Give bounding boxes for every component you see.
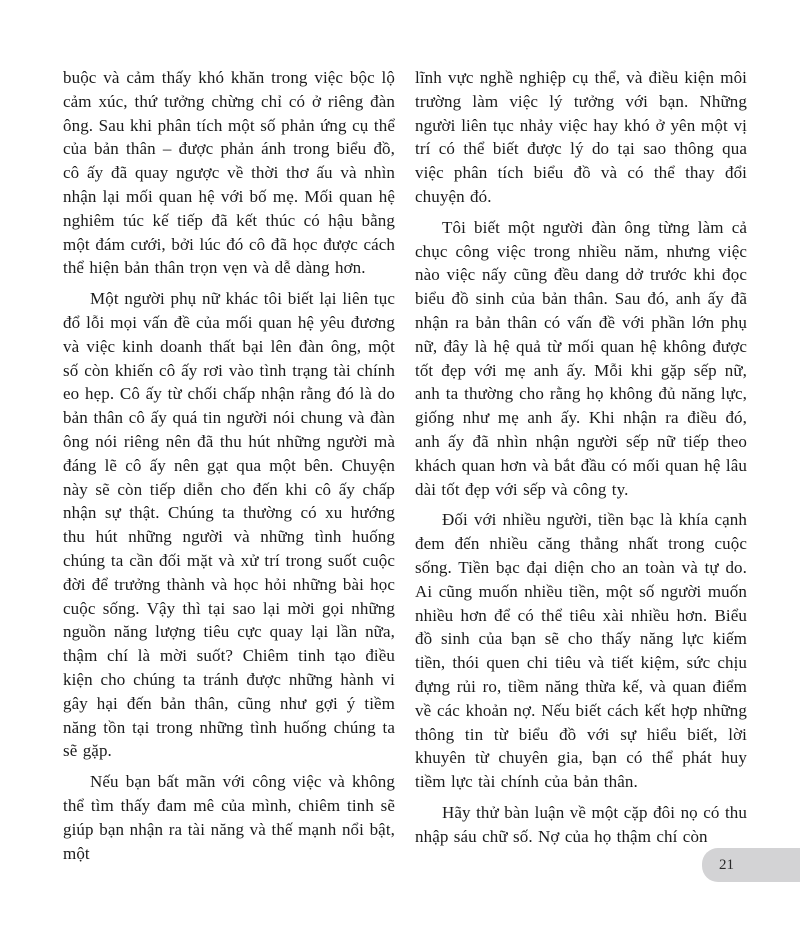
paragraph: Nếu bạn bất mãn với công việc và không thể tìm thấy đam mê của mình, chiêm tinh sẽ giúp bạn nhận ra tài năng và thế mạnh nổi bật, một: [63, 772, 395, 863]
paragraph: Đối với nhiều người, tiền bạc là khía cạnh đem đến nhiều căng thẳng nhất trong cuộc sống. Tiền bạc đại diện cho an toàn và tự do. Ai cũng muốn nhiều tiền, một số người muốn nhiều hơn để có thể tiêu xài nhiều hơn. Biểu đồ sinh của bạn sẽ cho thấy năng lực kiếm tiền, thói quen chi tiêu và tiết kiệm, sức chịu đựng rủi ro, tiềm năng thừa kế, và quan điểm về các khoản nợ. Nếu biết cách kết hợp những thông tin từ biểu đồ với sự hiểu biết, lời khuyên từ chuyên gia, bạn có thể phát huy tiềm lực tài chính của bản thân.: [415, 510, 747, 792]
text-columns: [63, 66, 747, 872]
paragraph: buộc và cảm thấy khó khăn trong việc bộc lộ cảm xúc, thứ tưởng chừng chỉ có ở riêng đàn ông. Sau khi phân tích một số phản ứng cụ thể của bản thân – được phản ánh trong biểu đồ, cô ấy đã quay ngược về thời thơ ấu và nhìn nhận lại mối quan hệ với bố mẹ. Mối quan hệ nghiêm túc kế tiếp đã kết thúc có hậu bằng một đám cưới, bởi lúc đó cô đã học được cách thể hiện bản thân trọn vẹn và dễ dàng hơn.: [63, 68, 395, 278]
paragraph: Tôi biết một người đàn ông từng làm cả chục công việc trong nhiều năm, nhưng việc nào việc nấy cũng đều dang dở trước khi đọc biểu đồ sinh của bản thân. Sau đó, anh ấy đã nhận ra bản thân có vấn đề với phần lớn phụ nữ, đây là hệ quả từ mối quan hệ không được tốt đẹp với mẹ anh ấy. Mỗi khi gặp sếp nữ, anh ta thường cho rằng họ không đủ năng lực, giống như mẹ anh ấy. Khi nhận ra điều đó, anh ấy đã nhìn nhận người sếp nữ tiếp theo khách quan hơn và bắt đầu có mối quan hệ lâu dài tốt đẹp với sếp và công ty.: [415, 217, 747, 499]
paragraph: Hãy thử bàn luận về một cặp đôi nọ có thu nhập sáu chữ số. Nợ của họ thậm chí còn: [415, 802, 747, 846]
page-number: 21: [719, 856, 734, 873]
left-column: [63, 66, 395, 872]
paragraph: Một người phụ nữ khác tôi biết lại liên tục đổ lỗi mọi vấn đề của mối quan hệ yêu đương và việc kinh doanh thất bại lên đàn ông, một số còn khiến cô ấy rơi vào tình trạng tài chính eo hẹp. Cô ấy từ chối chấp nhận rằng đó là do bản thân cô ấy quá tin người nói chung và đàn ông nói riêng nên đã thu hút những người mà đáng lẽ cô ấy nên gạt qua một bên. Chuyện này sẽ còn tiếp diễn cho đến khi cô ấy chấp nhận sự thật. Chúng ta thường có xu hướng thu hút những người và những tình huống chúng ta cần đối mặt và xử trí trong suốt cuộc đời để trưởng thành và học hỏi những bài học cuộc sống. Vậy thì tại sao lại mời gọi những nguồn năng lượng tiêu cực quay lại lần nữa, thậm chí là mời suốt? Chiêm tinh tạo điều kiện cho chúng ta tránh được những hành vi gây hại đến bản thân, cũng như gợi ý tiềm năng tồn tại trong những tình huống chúng ta sẽ gặp.: [63, 289, 395, 761]
paragraph: lĩnh vực nghề nghiệp cụ thể, và điều kiện môi trường làm việc lý tưởng với bạn. Những người liên tục nhảy việc hay khó ở yên một vị trí có thể biết được lý do tại sao thông qua việc phân tích biểu đồ và có thể thay đổi chuyện đó.: [415, 68, 747, 206]
page-number-tab: [702, 848, 800, 882]
right-column: [415, 66, 747, 872]
